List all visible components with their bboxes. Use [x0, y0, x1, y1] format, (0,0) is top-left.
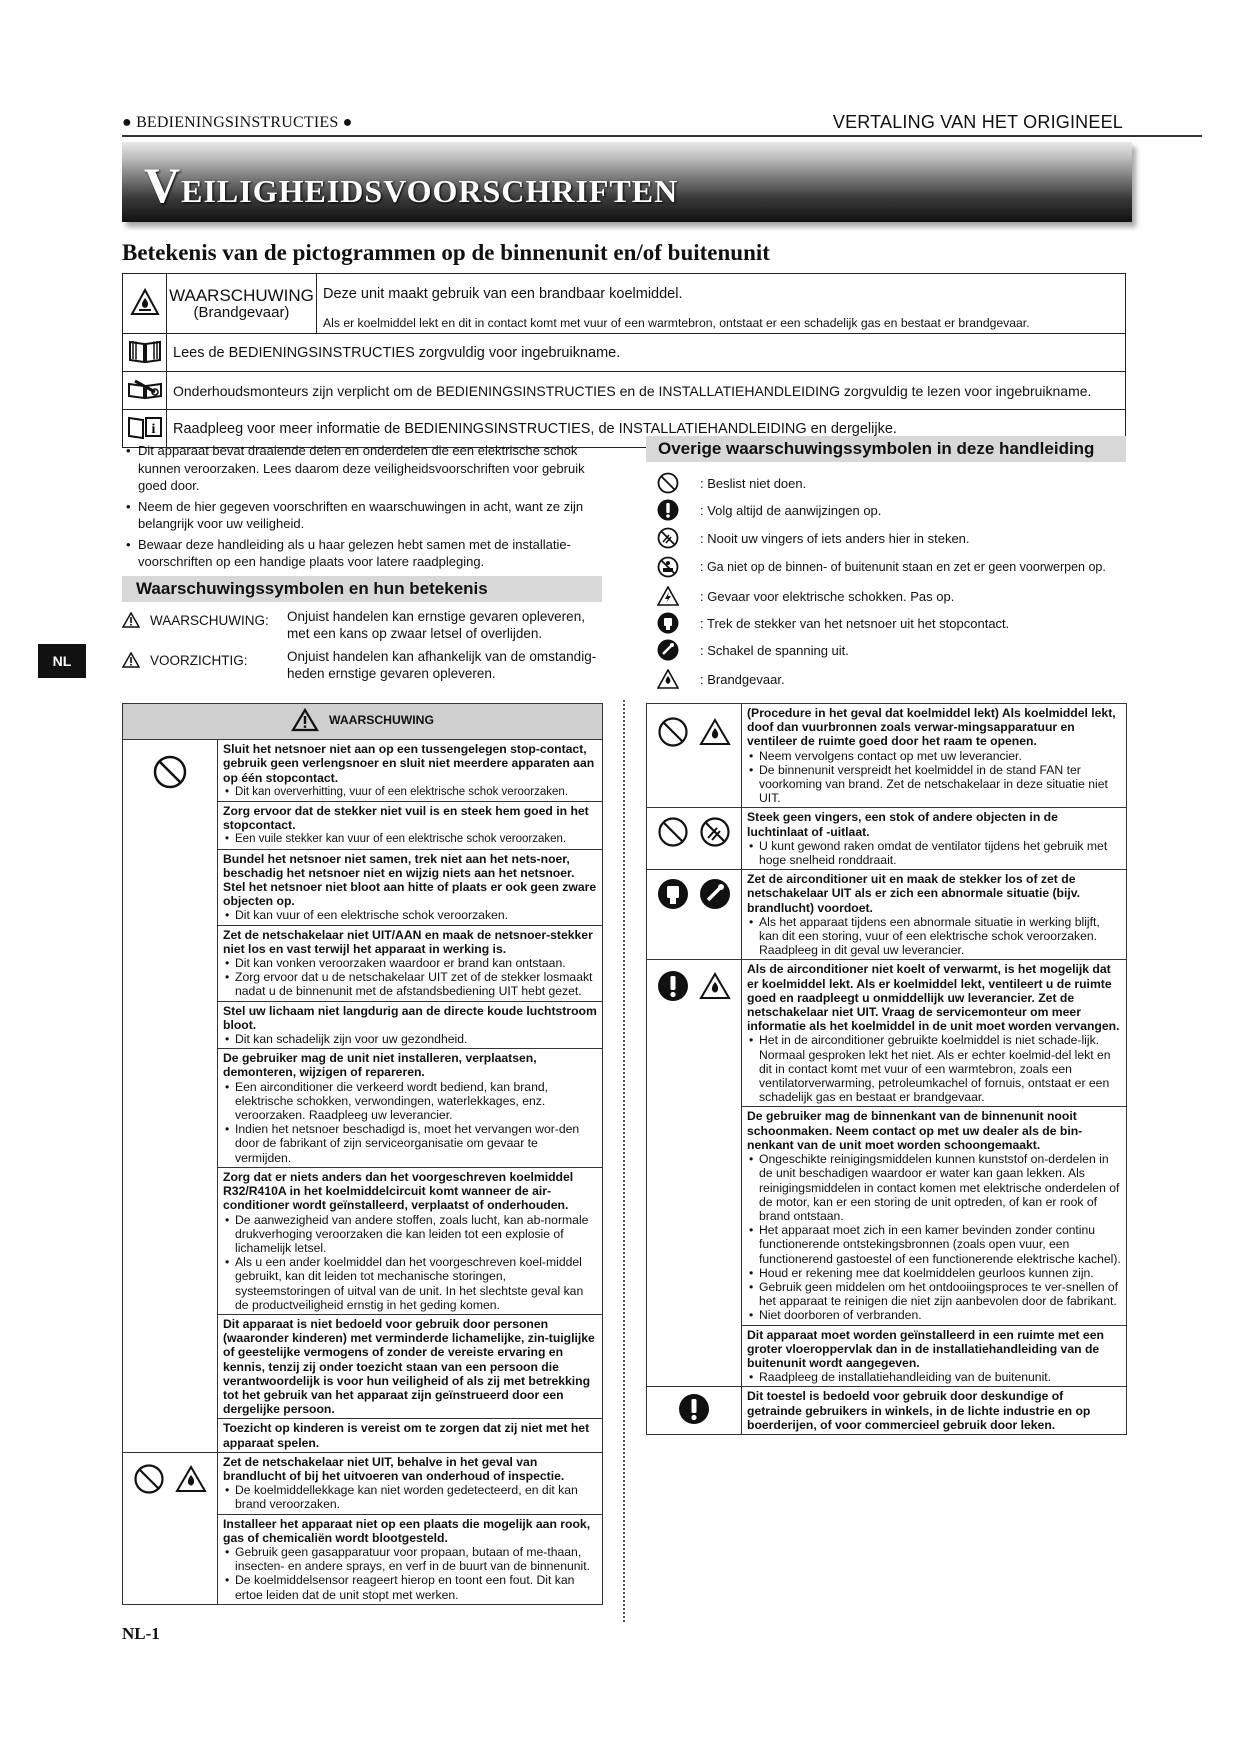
- intro-list: [122, 442, 602, 574]
- table-row: Zorg ervoor dat de stekker niet vuil is en steek hem goed in het stopcontact. • Een vuile stekker kan vuur of een elektrische schok veroorzaken.: [123, 802, 603, 850]
- unplug-icon: [657, 878, 689, 910]
- no-fingers-icon: [657, 527, 679, 549]
- table-row: Zet de netschakelaar niet UIT/AAN en maak de netsnoer-stekker niet los en vast terwijl het apparaat in werking is. • Dit kan vonken veroorzaken waardoor er brand kan ontstaan. • Zorg ervoor dat u de netschakelaar UIT zet of de stekker losmaakt nadat u de binnenunit met de afstandsbediening UIT hebt gezet.: [123, 925, 603, 1001]
- caution-triangle-icon: [122, 652, 140, 668]
- prohibited-icon: [657, 716, 689, 748]
- power-off-icon: [699, 878, 731, 910]
- column-divider: [623, 700, 625, 1622]
- prohibited-fire-icons: [123, 1452, 218, 1604]
- electric-shock-icon: [657, 586, 679, 606]
- table-row: Installeer het apparaat niet op een plaats die mogelijk aan rook, gas of chemicaliën wordt blootgesteld. • Gebruik geen gasapparatuur voor propaan, butaan of me-thaan, insecten- en andere sprays, en verf in de buurt van de binnenunit. • De koelmiddelsensor reageert hierop en toont een fout. Dit kan ertoe leiden dat de unit stopt met werken.: [123, 1514, 603, 1604]
- pictogram-text: Als er koelmiddel lekt en dit in contact komt met vuur of een warmtebron, ontstaat er een schadelijk gas en bestaat er brandgevaar.: [317, 314, 1126, 334]
- list-item: : Ga niet op de binnen- of buitenunit staan en zet er geen voorwerpen op.: [656, 554, 1106, 580]
- list-item: : Volg altijd de aanwijzingen op.: [656, 497, 881, 523]
- table-row: Dit toestel is bedoeld voor gebruik door deskundige of getrainde gebruikers in winkels, in de lichte industrie en op boerderijen, of voor commercieel gebruik door leken.: [647, 1387, 1127, 1435]
- unplug-icon: [657, 612, 679, 634]
- table-row: (Procedure in het geval dat koelmiddel lekt) Als koelmiddel lekt, doof dan vuurbronnen zoals verwar-mingsapparatuur en ventileer de ruimte goed door het raam te openen. • Neem vervolgens contact op met uw leverancier. • De binnenunit verspreidt het koelmiddel in de stand FAN ter voorkoming van brand. Zet de netschakelaar in deze situatie niet UIT.: [647, 704, 1127, 808]
- list-item: • Neem de hier gegeven voorschriften en waarschuwingen in acht, want ze zijn belangrijk voor uw veiligheid.: [122, 498, 602, 533]
- pictogram-text: Onderhoudsmonteurs zijn verplicht om de BEDIENINGSINSTRUCTIES en de INSTALLATIEHANDLEIDING zorgvuldig te lezen voor ingebruikname.: [167, 372, 1126, 410]
- prohibited-icon: [657, 816, 689, 848]
- table-row: Steek geen vingers, een stok of andere objecten in de luchtinlaat of -uitlaat. • U kunt gewond raken omdat de ventilator tijdens het gebruik met hoge snelheid ronddraait.: [647, 808, 1127, 870]
- mandatory-icon: [657, 499, 679, 521]
- manual-section-label: ● BEDIENINGSINSTRUCTIES ●: [122, 114, 353, 131]
- table-row: Sluit het netsnoer niet aan op een tussengelegen stop-contact, gebruik geen verlengsnoer en sluit niet meerdere apparaten aan op één stopcontact. • Dit kan oververhitting, vuur of een elektrische schok veroorzaken.: [123, 740, 603, 802]
- fire-hazard-icon: [175, 1465, 207, 1493]
- list-item: : Beslist niet doen.: [656, 470, 806, 496]
- table-row: Dit apparaat is niet bedoeld voor gebruik door personen (waaronder kinderen) met verminderde lichamelijke, zin-tuiglijke of geestelijke vermogens of zonder de vereiste ervaring en kennis, tenzij zij onder toezicht staan van een persoon die verantwoordelijk is voor hun veiligheid of als zij met betrekking tot het gebruik van het apparaat zijn geïnstrueerd door een dergelijke persoon.: [123, 1314, 603, 1418]
- warning-table-left: [122, 703, 603, 1605]
- pictogram-text: Deze unit maakt gebruik van een brandbaar koelmiddel.: [317, 274, 1126, 314]
- list-item: : Trek de stekker van het netsnoer uit het stopcontact.: [656, 610, 1009, 636]
- mandatory-icon: [657, 970, 689, 1002]
- unplug-poweroff-icons: [647, 870, 742, 960]
- warning-triangle-icon: [291, 708, 319, 732]
- page-title: VEILIGHEIDSVOORSCHRIFTEN: [144, 157, 679, 213]
- list-item: : Brandgevaar.: [656, 666, 785, 692]
- fire-hazard-icon: [657, 669, 679, 689]
- translation-label: VERTALING VAN HET ORIGINEEL: [832, 112, 1123, 132]
- service-manual-icon: [123, 372, 167, 410]
- pictogram-warning-label: WAARSCHUWING (Brandgevaar): [167, 274, 317, 334]
- manual-book-icon: [123, 334, 167, 372]
- fire-hazard-icon: [699, 718, 731, 746]
- pictogram-heading: Betekenis van de pictogrammen op de binnenunit en/of buitenunit: [122, 240, 770, 265]
- flammable-warning-icon: [123, 274, 167, 334]
- svg-text:i: i: [151, 422, 155, 437]
- table-row: De gebruiker mag de unit niet installeren, verplaatsen, demonteren, wijzigen of repareren. • Een airconditioner die verkeerd wordt bediend, kan brand, elektrische schokken, verwondingen, waterlekkages, enz. veroorzaken. Raadpleeg uw leverancier. • Indien het netsnoer beschadigd is, moet het vervangen wor-den door de fabrikant of zijn serviceorganisatie om gevaar te vermijden.: [123, 1049, 603, 1168]
- caution-meaning: Onjuist handelen kan afhankelijk van de omstandig-heden ernstige gevaren opleveren.: [287, 649, 597, 681]
- warning-symbol-label: WAARSCHUWING:: [122, 612, 269, 631]
- prohibited-fingers-icons: [647, 808, 742, 870]
- no-fingers-icon: [699, 816, 731, 848]
- prohibited-fire-icons: [647, 704, 742, 808]
- prohibited-icon: [133, 1463, 165, 1495]
- mandatory-fire-icons: [647, 960, 742, 1387]
- table-row: Dit apparaat moet worden geïnstalleerd in een ruimte met een groter vloeroppervlak dan in de installatiehandleiding van de buitenunit wordt aangegeven. • Raadpleeg de installatiehandleiding van de buitenunit.: [647, 1325, 1127, 1387]
- other-symbols-title: Overige waarschuwingssymbolen in deze handleiding: [646, 436, 1126, 462]
- table-row: Bundel het netsnoer niet samen, trek niet aan het nets-noer, beschadig het netsnoer niet en wijzig niets aan het netsnoer. Stel het netsnoer niet bloot aan hitte of plaats er ook geen zware objecten op. • Dit kan vuur of een elektrische schok veroorzaken.: [123, 849, 603, 925]
- power-off-icon: [657, 639, 679, 661]
- warning-meaning: Onjuist handelen kan ernstige gevaren opleveren, met een kans op zwaar letsel of overlijden.: [287, 609, 585, 641]
- header-divider: [122, 135, 1202, 137]
- title-banner: [122, 142, 1132, 222]
- language-tab: NL: [38, 644, 86, 678]
- table-row: Stel uw lichaam niet langdurig aan de directe koude luchtstroom bloot. • Dit kan schadelijk zijn voor uw gezondheid.: [123, 1001, 603, 1049]
- caution-symbol-label: VOORZICHTIG:: [122, 652, 248, 671]
- warning-table-header: WAARSCHUWING: [123, 704, 603, 740]
- list-item: : Gevaar voor elektrische schokken. Pas op.: [656, 583, 954, 609]
- pictogram-table: [122, 273, 1126, 448]
- table-row: Zet de airconditioner uit en maak de stekker los of zet de netschakelaar UIT als er zich een abnormale situatie (bijv. brandlucht) voordoet. • Als het apparaat tijdens een abnormale situatie in werking blijft, kan dit een storing, vuur of een elektrische schok veroorzaken. Raadpleeg in dit geval uw leverancier.: [647, 870, 1127, 960]
- fire-hazard-icon: [699, 972, 731, 1000]
- pictogram-text: Raadpleeg voor meer informatie de BEDIENINGSINSTRUCTIES, de INSTALLATIEHANDLEIDING en dergelijke.: [167, 410, 1126, 448]
- page-number: NL-1: [122, 1624, 160, 1643]
- list-item: : Nooit uw vingers of iets anders hier in steken.: [656, 525, 970, 551]
- list-item: : Schakel de spanning uit.: [656, 637, 849, 663]
- prohibited-icon: [123, 740, 218, 1453]
- warning-triangle-icon: [122, 612, 140, 628]
- table-row: Zet de netschakelaar niet UIT, behalve in het geval van brandlucht of bij het uitvoeren van onderhoud of inspectie. • De koelmiddellekkage kan niet worden gedetecteerd, en dit kan brand veroorzaken.: [123, 1452, 603, 1514]
- symbols-section-title: Waarschuwingssymbolen en hun betekenis: [122, 576, 602, 602]
- list-item: • Bewaar deze handleiding als u haar gelezen hebt samen met de installatie-voorschriften op een handige plaats voor latere raadpleging.: [122, 536, 602, 571]
- table-row: Toezicht op kinderen is vereist om te zorgen dat zij niet met het apparaat spelen.: [123, 1419, 603, 1452]
- list-item: • Dit apparaat bevat draaiende delen en onderdelen die een elektrische schok kunnen veroorzaken. Lees daarom deze veiligheidsvoorschriften voor gebruik goed door.: [122, 442, 602, 495]
- mandatory-icon: [647, 1387, 742, 1435]
- prohibited-icon: [657, 472, 679, 494]
- table-row: Als de airconditioner niet koelt of verwarmt, is het mogelijk dat er koelmiddel lekt. Als er koelmiddel lekt, ventileert u de ruimte goed en raadpleegt u onmiddellijk uw leverancier. Zet de netschakelaar niet UIT. Vraag de servicemonteur om meer informatie als het koelmiddel in de unit moet worden vervangen. • Het in de airconditioner gebruikte koelmiddel is niet schade-lijk. Normaal gesproken lekt het niet. Als er echter koelmid-del lekt en dit in contact komt met vuur of een warmtebron, zoals een ventilatorverwarming, petroleumkachel of fornuis, ontstaat er een schadelijk gas en bestaat er brandgevaar.: [647, 960, 1127, 1107]
- table-row: Zorg dat er niets anders dan het voorgeschreven koelmiddel R32/R410A in het koelmiddelcircuit komt wanneer de air-conditioner wordt geïnstalleerd, verplaatst of onderhouden. • De aanwezigheid van andere stoffen, zoals lucht, kan ab-normale drukverhoging veroorzaken die kan leiden tot een explosie of lichamelijk letsel. • Als u een ander koelmiddel dan het voorgeschreven koel-middel gebruikt, kan dit leiden tot mechanische storingen, systeemstoringen of uitval van de unit. In het slechtste geval kan de productveiligheid ernstig in het geding komen.: [123, 1167, 603, 1314]
- table-row: De gebruiker mag de binnenkant van de binnenunit nooit schoonmaken. Neem contact op met uw dealer als de bin-nenkant van de unit moet worden schoongemaakt. • Ongeschikte reinigingsmiddelen kunnen kunststof on-derdelen in de unit beschadigen waardoor er water kan gaan lekken. Als reinigingsmiddelen in contact komen met elektrische onderdelen of de motor, kan er een storing de unit optreden, of kan er rook of brand ontstaan. • Het apparaat moet zich in een kamer bevinden zonder continu functionerende ontstekingsbronnen (zoals open vuur, een functionerend gastoestel of een functionerende elektrische kachel). • Houd er rekening mee dat koelmiddelen geurloos kunnen zijn. • Gebruik geen middelen om het ontdooiingsproces te ver-snellen of het apparaat te reinigen die niet zijn aanbevolen door de fabrikant. • Niet doorboren of verbranden.: [647, 1107, 1127, 1325]
- warning-table-right: [646, 703, 1127, 1435]
- pictogram-text: Lees de BEDIENINGSINSTRUCTIES zorgvuldig voor ingebruikname.: [167, 334, 1126, 372]
- no-stand-icon: [657, 556, 679, 578]
